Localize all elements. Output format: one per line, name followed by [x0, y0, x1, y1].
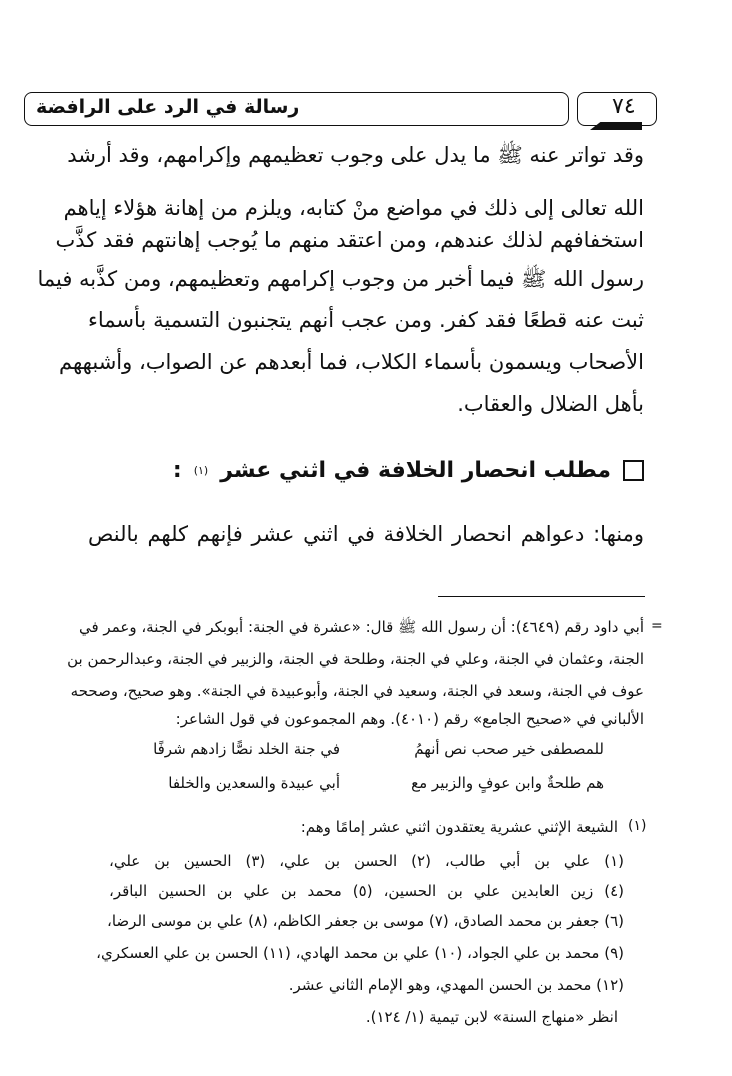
section-heading-colon: : — [172, 458, 182, 483]
imam-list-line: (٩) محمد بن علي الجواد، (١٠) علي بن محمد الهادي، (١١) الحسن بن علي العسكري، — [96, 944, 624, 962]
page-number: ٧٤ — [612, 94, 636, 119]
imam-list-line: (٦) جعفر بن محمد الصادق، (٧) موسى بن جعفر الكاظم، (٨) علي بن موسى الرضا، — [107, 912, 624, 930]
footnote-continuation-marker: = — [651, 618, 663, 634]
body-line: الأصحاب ويسمون بأسماء الكلاب، فما أبعدهم عن الصواب، وأشبههم — [59, 350, 644, 374]
body-line: استخفافهم لذلك عندهم، ومن اعتقد منهم ما يُوجب إهانتهم فقد كذَّب — [55, 228, 644, 252]
body-line: بأهل الضلال والعقاب. — [457, 392, 644, 416]
poem-hemistich-left: في جنة الخلد نصًّا زادهم شرفًا — [153, 740, 340, 758]
poem-hemistich-right: للمصطفى خير صحب نص أنهمُ — [414, 740, 604, 758]
body-line: الله تعالى إلى ذلك في مواضع منْ كتابه، ويلزم من إهانة هؤلاء إياهم — [63, 196, 644, 220]
section-first-line: ومنها: دعواهم انحصار الخلافة في اثني عشر فإنهم كلهم بالنص — [88, 522, 644, 546]
section-heading — [173, 458, 644, 483]
footnote-marker: (١) — [628, 818, 647, 834]
imam-list-line: (١٢) محمد بن الحسن المهدي، وهو الإمام الثاني عشر. — [288, 976, 624, 994]
footnote-intro: الشيعة الإثني عشرية يعتقدون اثني عشر إمامًا وهم: — [300, 818, 618, 836]
footnote-separator — [438, 596, 645, 597]
body-line: وقد تواتر عنه ﷺ ما يدل على وجوب تعظيمهم وإكرامهم، وقد أرشد — [67, 143, 644, 167]
square-bullet-icon — [623, 460, 644, 481]
poem-hemistich-left: أبي عبيدة والسعدين والخلفا — [168, 774, 340, 792]
footnote-line: عوف في الجنة، وسعد في الجنة، وسعيد في الجنة، وأبوعبيدة في الجنة». وهو صحيح، وصححه — [70, 682, 644, 700]
footnote-line: الجنة، وعثمان في الجنة، وعلي في الجنة، وطلحة في الجنة، والزبير في الجنة، وعبدالرحمن بن — [67, 650, 644, 668]
poem-hemistich-right: هم طلحةٌ وابن عوفٍ والزبير مع — [411, 774, 604, 792]
footnote-line: الألباني في «صحيح الجامع» رقم (٤٠١٠). وهم المجموعون في قول الشاعر: — [175, 710, 644, 728]
imam-list-line: (١) علي بن أبي طالب، (٢) الحسن بن علي، (٣) الحسين بن علي، — [109, 852, 624, 870]
body-line: ثبت عنه قطعًا فقد كفر. ومن عجب أنهم يتجنبون التسمية بأسماء — [88, 308, 644, 332]
page-header — [24, 92, 659, 128]
section-heading-text: مطلب انحصار الخلافة في اثني عشر — [220, 458, 611, 483]
footnote-ref: (١) — [193, 464, 209, 477]
footnote-reference: انظر «منهاج السنة» لابن تيمية (١/ ١٢٤). — [365, 1008, 618, 1026]
body-line: رسول الله ﷺ فيما أخبر من وجوب إكرامهم وتعظيمهم، ومن كذَّبه فيما — [37, 267, 644, 291]
imam-list-line: (٤) زين العابدين علي بن الحسين، (٥) محمد بن علي بن الحسين الباقر، — [109, 882, 624, 900]
footnote-line: أبي داود رقم (٤٦٤٩): أن رسول الله ﷺ قال: «عشرة في الجنة: أبوبكر في الجنة، وعمر في — [78, 618, 644, 636]
running-title: رسالة في الرد على الرافضة — [36, 96, 300, 118]
